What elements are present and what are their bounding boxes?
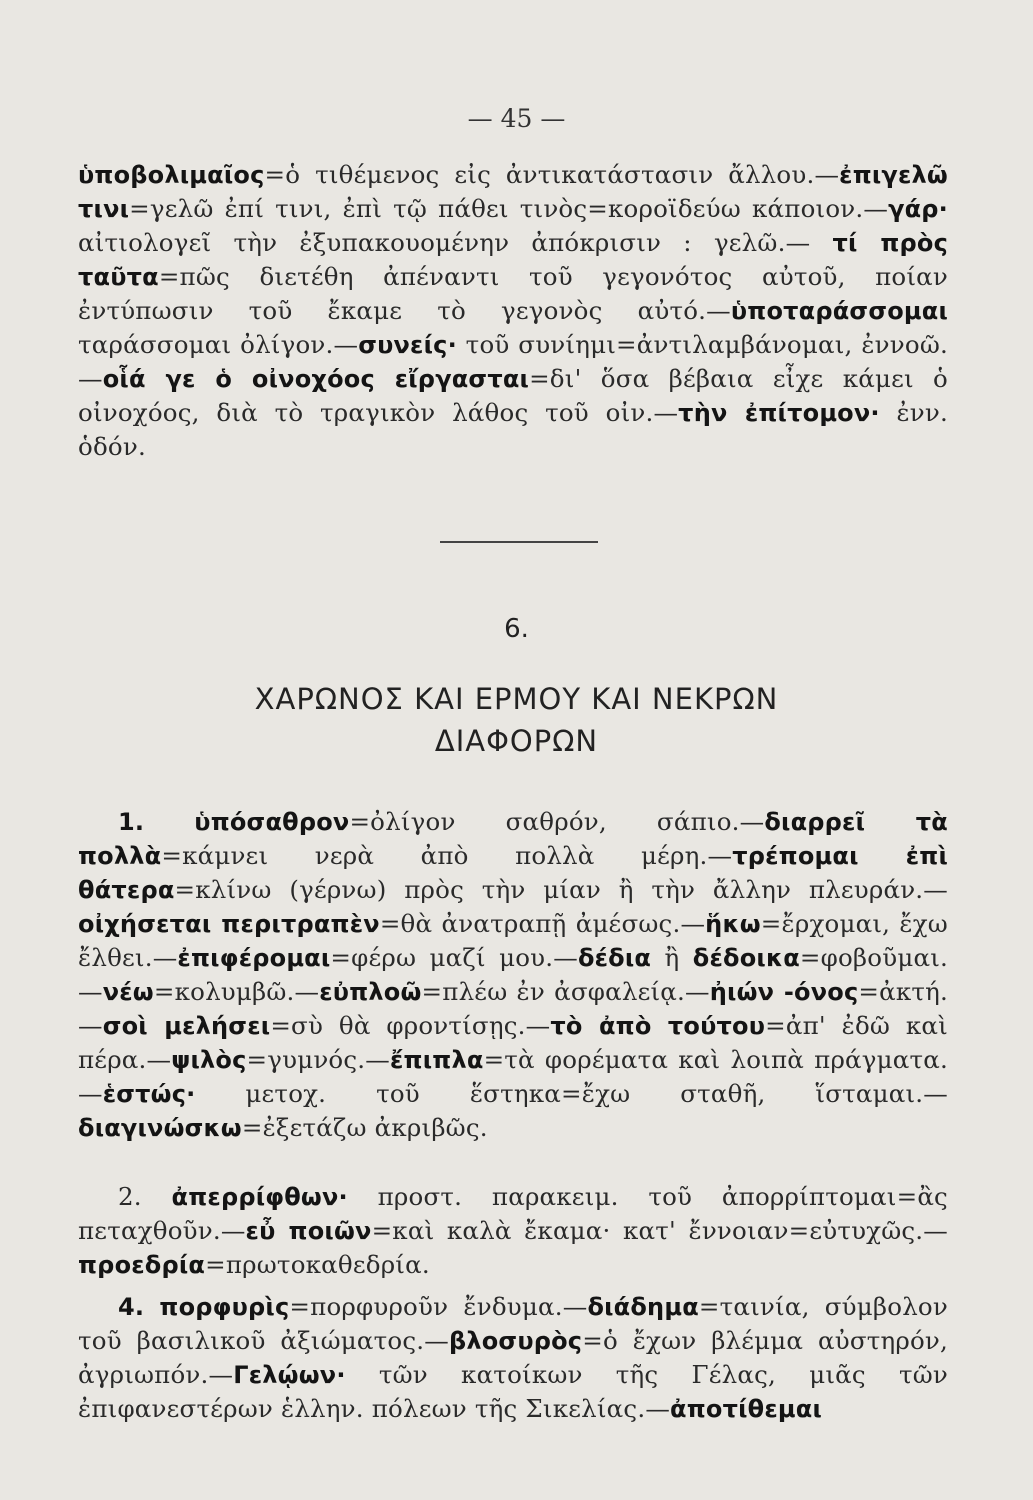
definition: ταράσσομαι ὀλίγον.— bbox=[78, 330, 359, 359]
definition: =ἀκτή.— bbox=[78, 977, 949, 1040]
definition: =ὁ τιθέμενος εἰς ἀντικατάστασιν ἄλλου.— bbox=[264, 160, 840, 189]
definition: προστ. παρακειμ. τοῦ ἀπορρίπτομαι=ἂς πεταχθοῦν.— bbox=[78, 1182, 948, 1245]
term: ἐπιγελῶ τινι bbox=[78, 161, 948, 223]
section-divider bbox=[440, 541, 598, 543]
definition: =ἐξετάζω ἀκριβῶς. bbox=[241, 1113, 488, 1142]
term: ἀπερρίφθων· bbox=[171, 1183, 348, 1211]
definition: =ἔρχομαι, ἔχω ἔλθει.— bbox=[78, 909, 948, 972]
term: ὑποβολιμαῖος bbox=[78, 161, 265, 189]
definition: αἰτιολογεῖ τὴν ἐξυπακουομένην ἀπόκρισιν : γελῶ.— bbox=[78, 228, 811, 257]
term: Γελῴων· bbox=[233, 1361, 346, 1389]
term: εὐπλοῶ bbox=[319, 978, 422, 1006]
definition: =γελῶ ἐπί τινι, ἐπὶ τῷ πάθει τινὸς=κοροϊδεύω κάποιον.— bbox=[129, 194, 889, 223]
definition: ἐνν. ὁδόν. bbox=[78, 398, 948, 461]
definition: =ὁ ἔχων βλέμμα αὐστηρόν, ἀγριωπόν.— bbox=[78, 1326, 949, 1389]
section-title-line: ΔΙΑΦΟΡΩΝ bbox=[434, 724, 599, 758]
term: πορφυρὶς bbox=[159, 1293, 290, 1321]
term: ἠιών -όνος bbox=[709, 978, 859, 1006]
definition: =κολυμβῶ.— bbox=[153, 977, 320, 1006]
term: οἰχήσεται περιτραπὲν bbox=[78, 910, 380, 938]
definition: =πλέω ἐν ἀσφαλείᾳ.— bbox=[421, 977, 710, 1006]
term: διαρρεῖ τὰ πολλὰ bbox=[78, 808, 948, 870]
definition: =σὺ θὰ φροντίσῃς.— bbox=[270, 1011, 551, 1040]
definition: =θὰ ἀνατραπῇ ἀμέσως.— bbox=[379, 909, 706, 938]
definition: =ταινία, σύμβολον τοῦ βασιλικοῦ ἀξιώματος.— bbox=[78, 1292, 948, 1355]
definition: =κάμνει νερὰ ἀπὸ πολλὰ μέρη.— bbox=[161, 841, 733, 870]
term: τὸ ἀπὸ τούτου bbox=[550, 1012, 766, 1040]
term: ὑποταράσσομαι bbox=[730, 297, 948, 325]
term: δέδια bbox=[577, 944, 652, 972]
definition: =πορφυροῦν ἔνδυμα.— bbox=[289, 1292, 588, 1321]
definition: =ἀπ' ἐδῶ καὶ πέρα.— bbox=[78, 1011, 948, 1074]
section-title-line: ΧΑΡΩΝΟΣ ΚΑΙ ΕΡΜΟΥ ΚΑΙ ΝΕΚΡΩΝ bbox=[254, 682, 779, 716]
term: ἐπιφέρομαι bbox=[177, 944, 331, 972]
definition: =τὰ φορέματα καὶ λοιπὰ πράγματα.— bbox=[78, 1045, 948, 1108]
definition: =φοβοῦμαι.— bbox=[78, 943, 948, 1006]
term: ἑστώς· bbox=[102, 1080, 196, 1108]
paragraph-number: 2. bbox=[118, 1182, 142, 1211]
section-title bbox=[0, 678, 1033, 762]
term: ἥκω bbox=[705, 910, 761, 938]
term: τί πρὸς ταῦτα bbox=[78, 229, 948, 291]
term: δέδοικα bbox=[692, 944, 800, 972]
section-number: 6. bbox=[504, 614, 529, 644]
term: προεδρία bbox=[78, 1251, 206, 1279]
term: βλοσυρὸς bbox=[448, 1327, 583, 1355]
term: εὖ ποιῶν bbox=[245, 1217, 372, 1245]
term: οἷά γε ὁ οἰνοχόος εἴργασται bbox=[102, 365, 530, 393]
paragraph-1 bbox=[78, 805, 948, 1145]
definition: =ὀλίγον σαθρόν, σάπιο.— bbox=[349, 807, 765, 836]
term: τὴν ἐπίτομον· bbox=[678, 399, 880, 427]
term: διάδημα bbox=[587, 1293, 699, 1321]
paragraph-number: 4. bbox=[118, 1293, 145, 1321]
term: τρέπομαι ἐπὶ θάτερα bbox=[78, 842, 948, 904]
definition: τοῦ συνίημι=ἀντιλαμβάνομαι, ἐννοῶ.— bbox=[78, 330, 948, 393]
definition: =καὶ καλὰ ἔκαμα· κατ' ἔννοιαν=εὐτυχῶς.— bbox=[371, 1216, 948, 1245]
definition: =κλίνω (γέρνω) πρὸς τὴν μίαν ἢ τὴν ἄλλην πλευράν.— bbox=[174, 875, 948, 904]
term: ὑπόσαθρον bbox=[194, 808, 350, 836]
paragraph-number: 1. bbox=[118, 808, 145, 836]
definition: =πῶς διετέθη ἀπέναντι τοῦ γεγονότος αὐτοῦ, ποίαν ἐντύπωσιν τοῦ ἔκαμε τὸ γεγονὸς αὐτό.— bbox=[78, 262, 948, 325]
paragraph-4 bbox=[78, 1290, 948, 1426]
definition: μετοχ. τοῦ ἕστηκα=ἔχω σταθῆ, ἵσταμαι.— bbox=[195, 1079, 948, 1108]
term: ψιλὸς bbox=[171, 1046, 247, 1074]
paragraph-2 bbox=[78, 1180, 948, 1282]
term: ἔπιπλα bbox=[390, 1046, 484, 1074]
definition: τῶν κατοίκων τῆς Γέλας, μιᾶς τῶν ἐπιφανεστέρων ἑλλην. πόλεων τῆς Σικελίας.— bbox=[78, 1360, 948, 1423]
page-number: — 45 — bbox=[467, 104, 566, 133]
definition: =πρωτοκαθεδρία. bbox=[205, 1250, 430, 1279]
term: συνείς· bbox=[358, 331, 457, 359]
definition: =γυμνός.— bbox=[246, 1045, 390, 1074]
term: διαγινώσκω bbox=[78, 1114, 242, 1142]
term: σοὶ μελήσει bbox=[102, 1012, 271, 1040]
definition: ἢ bbox=[651, 943, 693, 972]
term: ἀποτίθεμαι bbox=[670, 1395, 823, 1423]
term: γάρ· bbox=[888, 195, 948, 223]
definition: =δι' ὅσα βέβαια εἶχε κάμει ὁ οἰνοχόος, διὰ τὸ τραγικὸν λάθος τοῦ οἰν.— bbox=[78, 364, 949, 427]
definition: =φέρω μαζί μου.— bbox=[330, 943, 578, 972]
term: νέω bbox=[102, 978, 154, 1006]
paragraph-glossary-intro bbox=[78, 158, 948, 463]
